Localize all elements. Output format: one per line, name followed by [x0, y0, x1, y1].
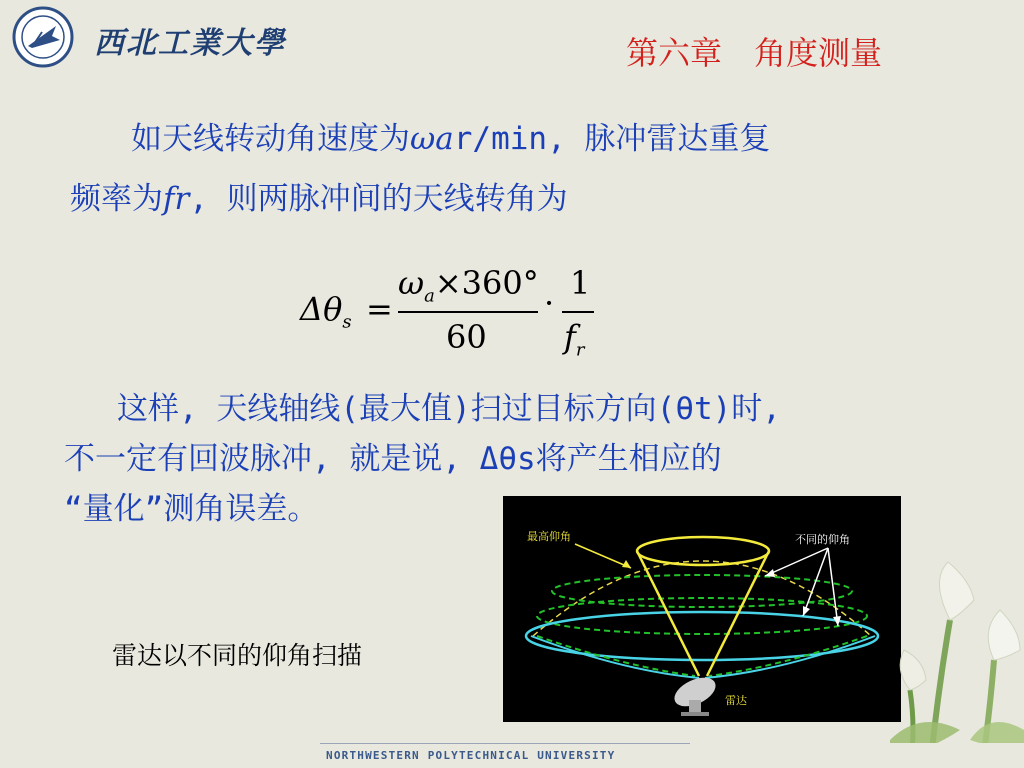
- radar-elevation-scan-figure: [503, 496, 901, 722]
- footer-divider: [320, 743, 690, 744]
- angle-formula: [300, 262, 620, 372]
- formula-numerator-1: $\omega_a\times 360^\circ$: [398, 264, 539, 307]
- paragraph-1-line-2: 频率为fr, 则两脉冲间的天线转角为: [70, 181, 568, 217]
- paragraph-2-line-3: “量化”测角误差。: [64, 491, 319, 527]
- figure-caption: 雷达以不同的仰角扫描: [112, 641, 363, 670]
- calla-lily-decoration: [890, 560, 1024, 768]
- fraction-bar-1: [398, 311, 538, 313]
- paragraph-2-line-1: 这样, 天线轴线(最大值)扫过目标方向(θt)时,: [117, 391, 781, 427]
- formula-dot: ·: [544, 284, 555, 322]
- formula-equals: =: [366, 290, 393, 328]
- formula-numerator-2: 1: [570, 264, 591, 302]
- university-seal-logo: [12, 6, 74, 68]
- footer-university-name: NORTHWESTERN POLYTECHNICAL UNIVERSITY: [326, 749, 616, 762]
- label-different-elevations: 不同的仰角: [795, 533, 850, 546]
- chapter-title: 第六章 角度测量: [626, 34, 883, 72]
- formula-lhs: $\Delta\theta_s$: [300, 290, 352, 333]
- label-highest-elevation: 最高仰角: [527, 530, 571, 543]
- formula-denominator-2: $f_r$: [564, 318, 585, 361]
- paragraph-1-line-1: 如天线转动角速度为ωar/min, 脉冲雷达重复: [131, 121, 771, 157]
- formula-denominator-1: 60: [446, 318, 487, 356]
- university-name: 西北工業大學: [94, 26, 286, 61]
- paragraph-2-line-2: 不一定有回波脉冲, 就是说, Δθs将产生相应的: [64, 441, 722, 477]
- label-radar: 雷达: [725, 694, 747, 707]
- fraction-bar-2: [562, 311, 594, 313]
